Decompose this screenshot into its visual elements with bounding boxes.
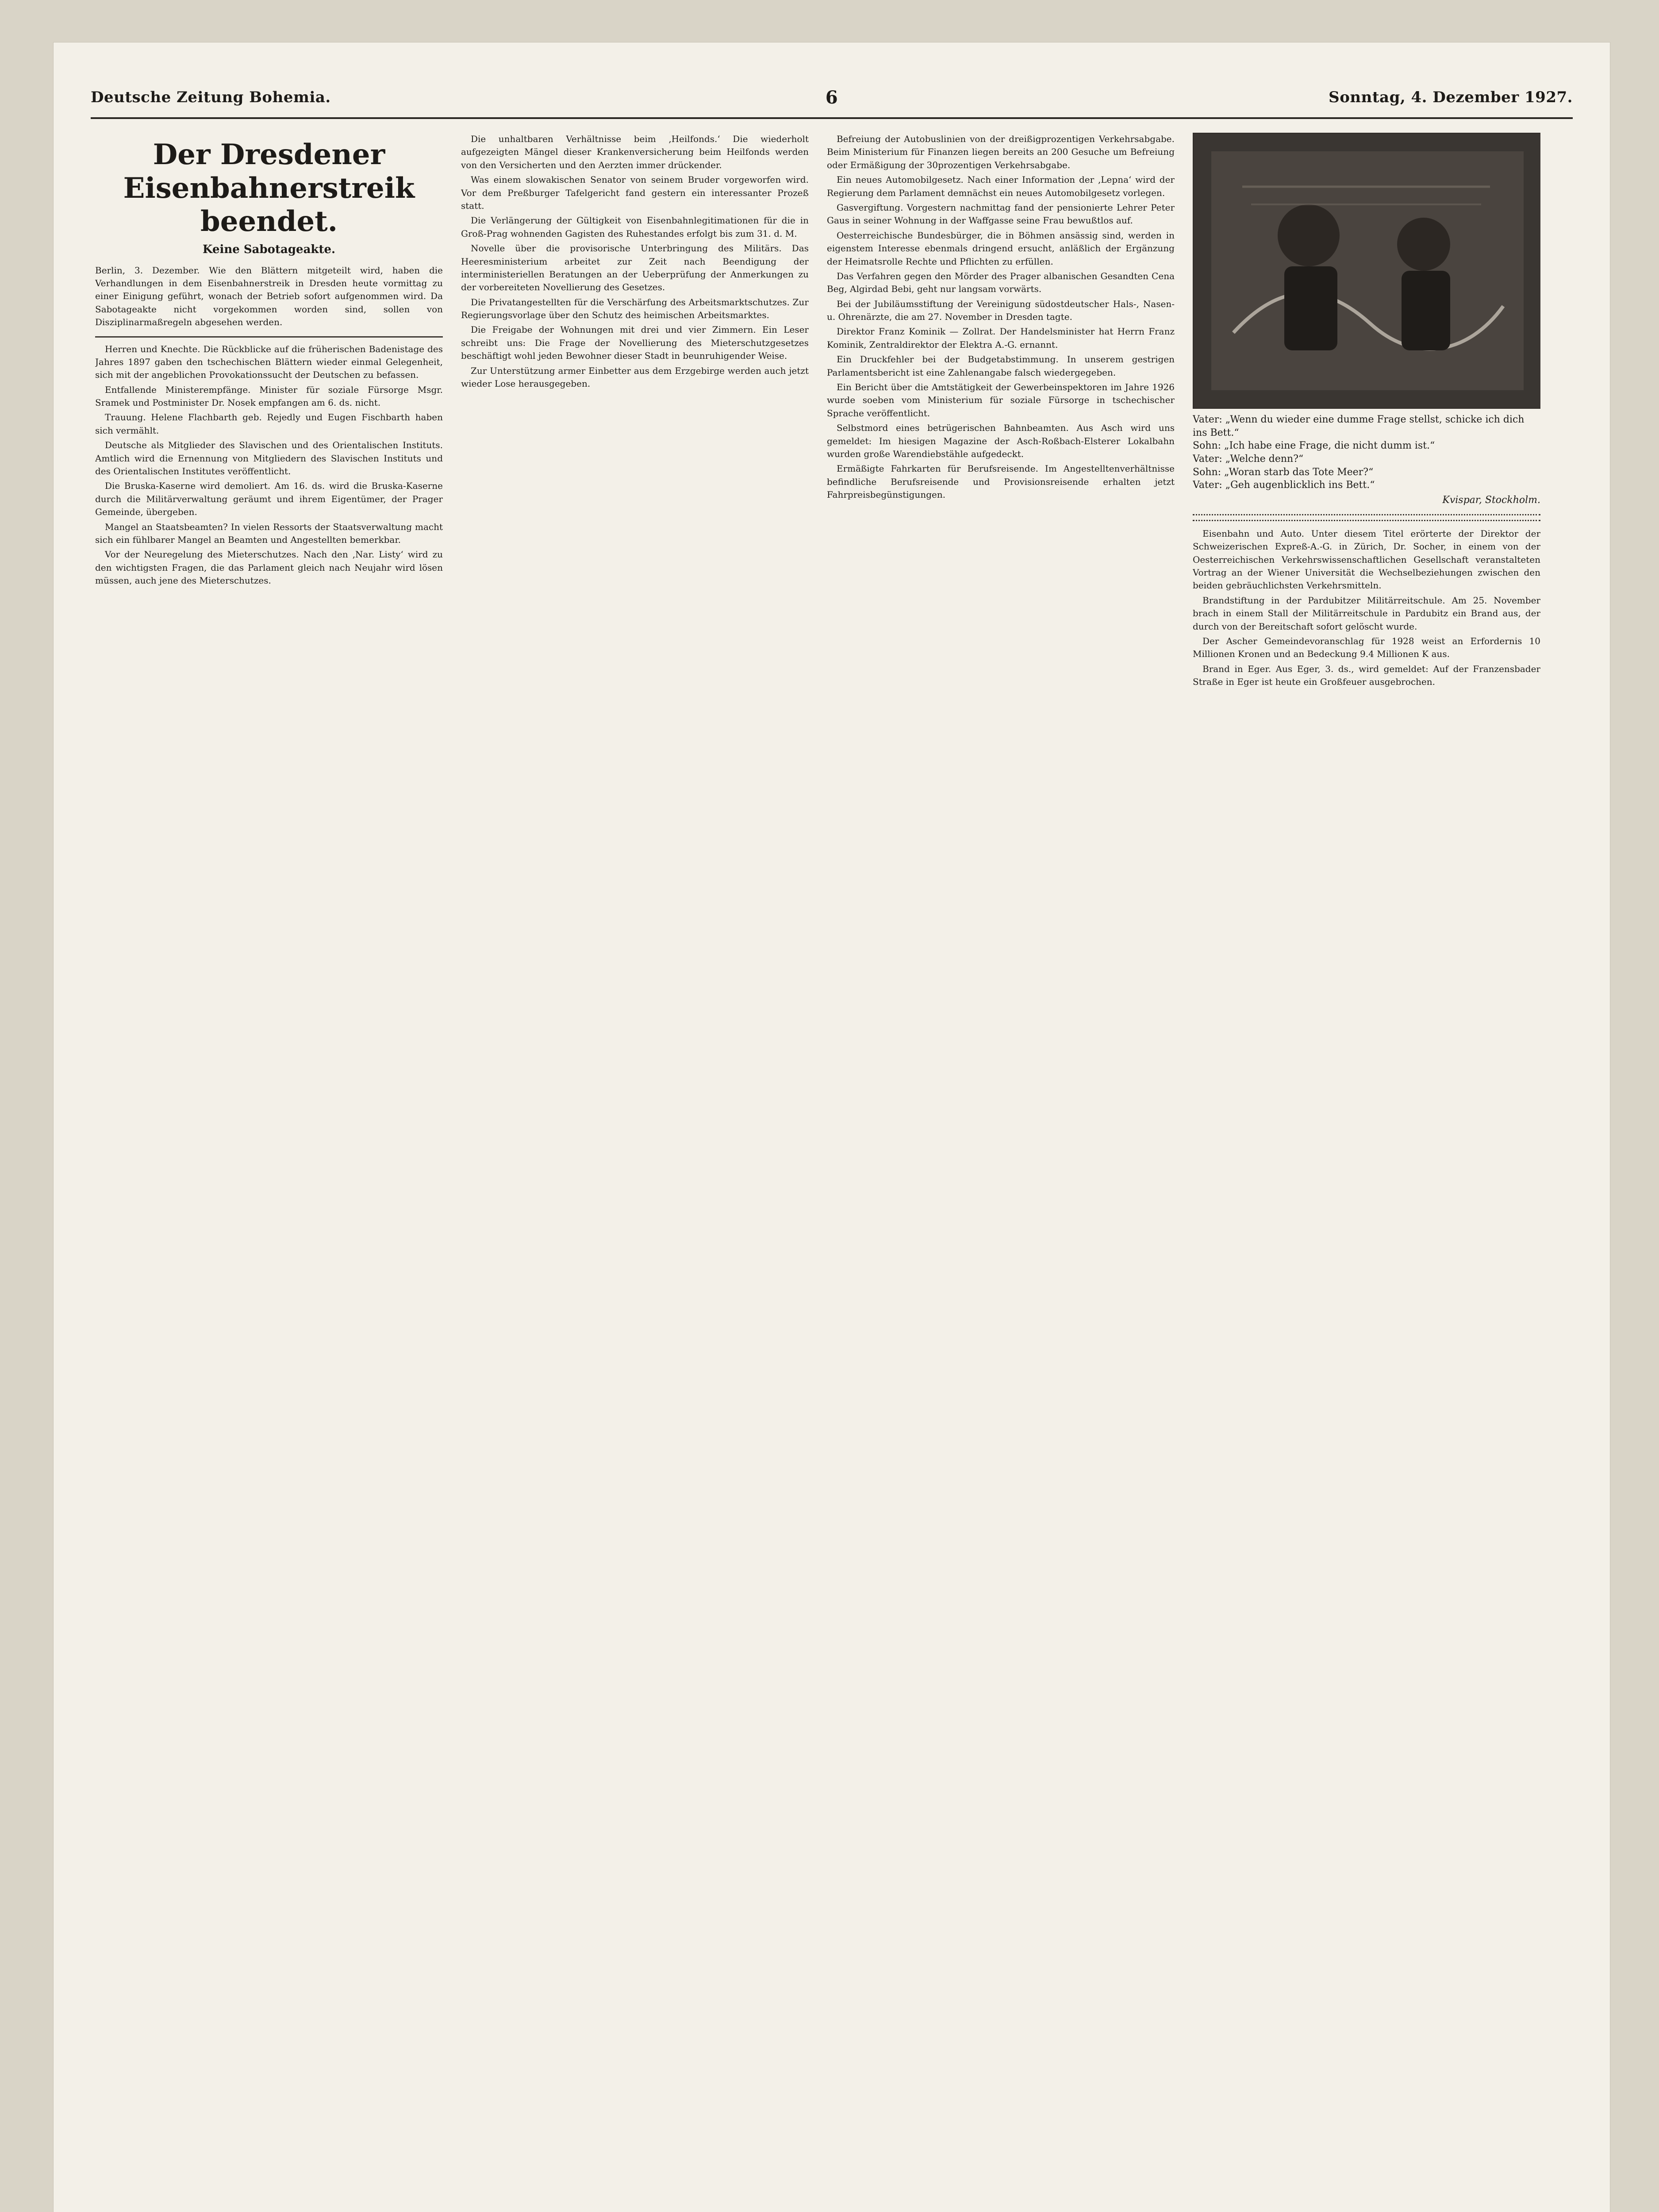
article-paragraph: Was einem slowakischen Senator von seinem Bruder vorgeworfen wird. Vor dem Preßburger Tafelgericht fand gestern ein interessanter Prozeß statt. (461, 174, 809, 211)
article-paragraph: Trauung. Helene Flachbarth geb. Rejedly und Eugen Fischbarth haben sich vermählt. (95, 412, 443, 436)
newspaper-name: Deutsche Zeitung Bohemia. (91, 88, 331, 106)
caption-line: Sohn: „Ich habe eine Frage, die nicht dumm ist.“ (1193, 440, 1435, 452)
column-3-text (827, 133, 1175, 502)
article-paragraph: Vor der Neuregelung des Mieterschutzes. Nach den ‚Nar. Listy‘ wird zu den wichtigsten Fragen, die das Parlament gleich nach Neujahr wird lösen müssen, auch jene des Mieterschutzes. (95, 549, 443, 586)
article-paragraph: Mangel an Staatsbeamten? In vielen Ressorts der Staatsverwaltung macht sich ein fühlbarer Mangel an Beamten und Angestellten bemerkbar. (95, 521, 443, 545)
article-paragraph: Die unhaltbaren Verhältnisse beim ‚Heilfonds.‘ Die wiederholt aufgezeigten Mängel dieser Krankenversicherung beim Heilfonds werden von den Versicherten und den Aerzten immer drückender. (461, 134, 809, 170)
column-3 (827, 133, 1175, 2212)
caption-line: Vater: „Geh augenblicklich ins Bett.“ (1193, 480, 1375, 491)
column-2 (461, 133, 809, 2212)
article-paragraph: Herren und Knechte. Die Rückblicke auf die früherischen Badenistage des Jahres 1897 gaben den tschechischen Blättern wieder einmal Gelegenheit, sich mit der angeblichen Provokationssucht der Deutschen zu befassen. (95, 343, 443, 380)
article-paragraph: Novelle über die provisorische Unterbringung des Militärs. Das Heeresministerium arbeitet zur Zeit nach Beendigung der interministeriellen Beratungen an der Ueberprüfung der Anmerkungen zu der vorbereiteten Novellierung des Gesetzes. (461, 243, 809, 293)
article-paragraph: Selbstmord eines betrügerischen Bahnbeamten. Aus Asch wird uns gemeldet: Im hiesigen Magazine der Asch-Roßbach-Elsterer Lokalbahn wurden große Warendiebstähle aufgedeckt. (827, 422, 1175, 459)
article-paragraph: Ein Druckfehler bei der Budgetabstimmung. In unserem gestrigen Parlamentsbericht ist eine Zahlenangabe falsch wiedergegeben. (827, 354, 1175, 378)
caption-line: Vater: „Wenn du wieder eine dumme Frage stellst, schicke ich dich ins Bett.“ (1193, 414, 1525, 438)
caption-line: Vater: „Welche denn?“ (1193, 453, 1304, 465)
article-paragraph: Ein Bericht über die Amtstätigkeit der Gewerbeinspektoren im Jahre 1926 wurde soeben vom Ministerium für soziale Fürsorge in tschechischer Sprache veröffentlicht. (827, 382, 1175, 419)
article-paragraph: Brand in Eger. Aus Eger, 3. ds., wird gemeldet: Auf der Franzensbader Straße in Eger ist heute ein Großfeuer ausgebrochen. (1193, 663, 1540, 687)
caption-line: Sohn: „Woran starb das Tote Meer?“ (1193, 466, 1374, 478)
article-paragraph: Der Ascher Gemeindevoranschlag für 1928 weist an Erfordernis 10 Millionen Kronen und an Bedeckung 9.4 Millionen K aus. (1193, 635, 1540, 660)
lead-subhead: Keine Sabotageakte. (202, 242, 336, 256)
page-header (91, 84, 1573, 111)
lead-headline: Der Dresdener Eisenbahnerstreik beendet. (123, 138, 415, 238)
column-1 (95, 133, 443, 2212)
article-paragraph: Ermäßigte Fahrkarten für Berufsreisende. Im Angestelltenverhältnisse befindliche Berufsreisende und Provisionsreisende erhalten jetzt Fahrpreisbegünstigungen. (827, 463, 1175, 500)
newspaper-page (53, 42, 1610, 2212)
column-4 (1193, 133, 1540, 2212)
ornamental-divider (1193, 514, 1540, 521)
article-paragraph: Direktor Franz Kominik — Zollrat. Der Handelsminister hat Herrn Franz Kominik, Zentraldirektor der Elektra A.-G. ernannt. (827, 326, 1175, 350)
section-divider (95, 336, 443, 338)
article-paragraph: Brandstiftung in der Pardubitzer Militärreitschule. Am 25. November brach in einem Stall der Militärreitschule in Pardubitz ein Brand aus, der durch von der Bereitschaft sofort gelöscht wurde. (1193, 595, 1540, 632)
article-paragraph: Gasvergiftung. Vorgestern nachmittag fand der pensionierte Lehrer Peter Gaus in seiner Wohnung in der Waffgasse seine Frau bewußtlos auf. (827, 202, 1175, 226)
article-paragraph: Befreiung der Autobuslinien von der dreißigprozentigen Verkehrsabgabe. Beim Ministerium für Finanzen liegen bereits an 200 Gesuche um Befreiung oder Ermäßigung der 30prozentigen Verkehrsabgabe. (827, 134, 1175, 170)
article-paragraph: Die Privatangestellten für die Verschärfung des Arbeitsmarktschutzes. Zur Regierungsvorlage über den Schutz des heimischen Arbeitsmarktes. (461, 296, 809, 321)
article-paragraph: Entfallende Ministerempfänge. Minister für soziale Fürsorge Msgr. Sramek und Postminister Dr. Nosek empfangen am 6. ds. nicht. (95, 384, 443, 408)
column-4-text (1193, 527, 1540, 689)
cartoon-caption (1193, 413, 1540, 507)
page-number: 6 (825, 87, 838, 108)
article-paragraph: Die Freigabe der Wohnungen mit drei und vier Zimmern. Ein Leser schreibt uns: Die Frage der Novellierung des Mieterschutzgesetzes beschäftigt wohl jeden Bewohner dieser Stadt in beunruhigender Weise. (461, 324, 809, 361)
article-paragraph: Das Verfahren gegen den Mörder des Prager albanischen Gesandten Cena Beg, Algirdad Bebi, geht nur langsam vorwärts. (827, 270, 1175, 295)
caption-credit: Kvispar, Stockholm. (1442, 495, 1540, 506)
article-paragraph: Oesterreichische Bundesbürger, die in Böhmen ansässig sind, werden in eigenstem Interesse ebenmals dringend ersucht, anläßlich der Ergänzung der Heimatsrolle Rechte und Pflichten zu erfüllen. (827, 230, 1175, 267)
article-paragraph: Deutsche als Mitglieder des Slavischen und des Orientalischen Instituts. Amtlich wird die Ernennung von Mitgliedern des Slavischen Instituts und des Orientalischen Institutes veröffentlicht. (95, 440, 443, 477)
article-paragraph: Eisenbahn und Auto. Unter diesem Titel erörterte der Direktor der Schweizerischen Expreß-A.-G. in Zürich, Dr. Socher, in einem von der Oesterreichischen Verkehrswissenschaftlichen Gesellschaft veranstalteten Vortrag an der Wiener Universität die Wechselbeziehungen zwischen den beiden gebräuchlichsten Verkehrsmitteln. (1193, 528, 1540, 591)
header-rule (91, 117, 1573, 119)
column-1-text (95, 264, 443, 588)
article-paragraph: Die Bruska-Kaserne wird demoliert. Am 16. ds. wird die Bruska-Kaserne durch die Militärverwaltung geräumt und ihrem Eigentümer, der Prager Gemeinde, übergeben. (95, 480, 443, 518)
article-paragraph: Berlin, 3. Dezember. Wie den Blättern mitgeteilt wird, haben die Verhandlungen in dem Eisenbahnerstreik in Dresden heute vormittag zu einer Einigung geführt, wonach der Betrieb sofort aufgenommen wird. Da Sabotageakte nicht vorgekommen worden sind, sollen von Disziplinarmaßregeln abgesehen werden. (95, 265, 443, 328)
article-paragraph: Bei der Jubiläumsstiftung der Vereinigung südostdeutscher Hals-, Nasen- u. Ohrenärzte, die am 27. November in Dresden tagte. (827, 298, 1175, 323)
article-paragraph: Zur Unterstützung armer Einbetter aus dem Erzgebirge werden auch jetzt wieder Lose herausgegeben. (461, 365, 809, 389)
issue-date: Sonntag, 4. Dezember 1927. (1329, 88, 1573, 106)
article-columns (95, 133, 1566, 2212)
article-paragraph: Die Verlängerung der Gültigkeit von Eisenbahnlegitimationen für die in Groß-Prag wohnenden Gagisten des Ruhestandes erfolgt bis zum 31. d. M. (461, 215, 809, 239)
column-2-text (461, 133, 809, 390)
article-paragraph: Ein neues Automobilgesetz. Nach einer Information der ‚Lepna‘ wird der Regierung dem Parlament demnächst ein neues Automobilgesetz vorlegen. (827, 174, 1175, 198)
cartoon-illustration (1193, 133, 1540, 409)
